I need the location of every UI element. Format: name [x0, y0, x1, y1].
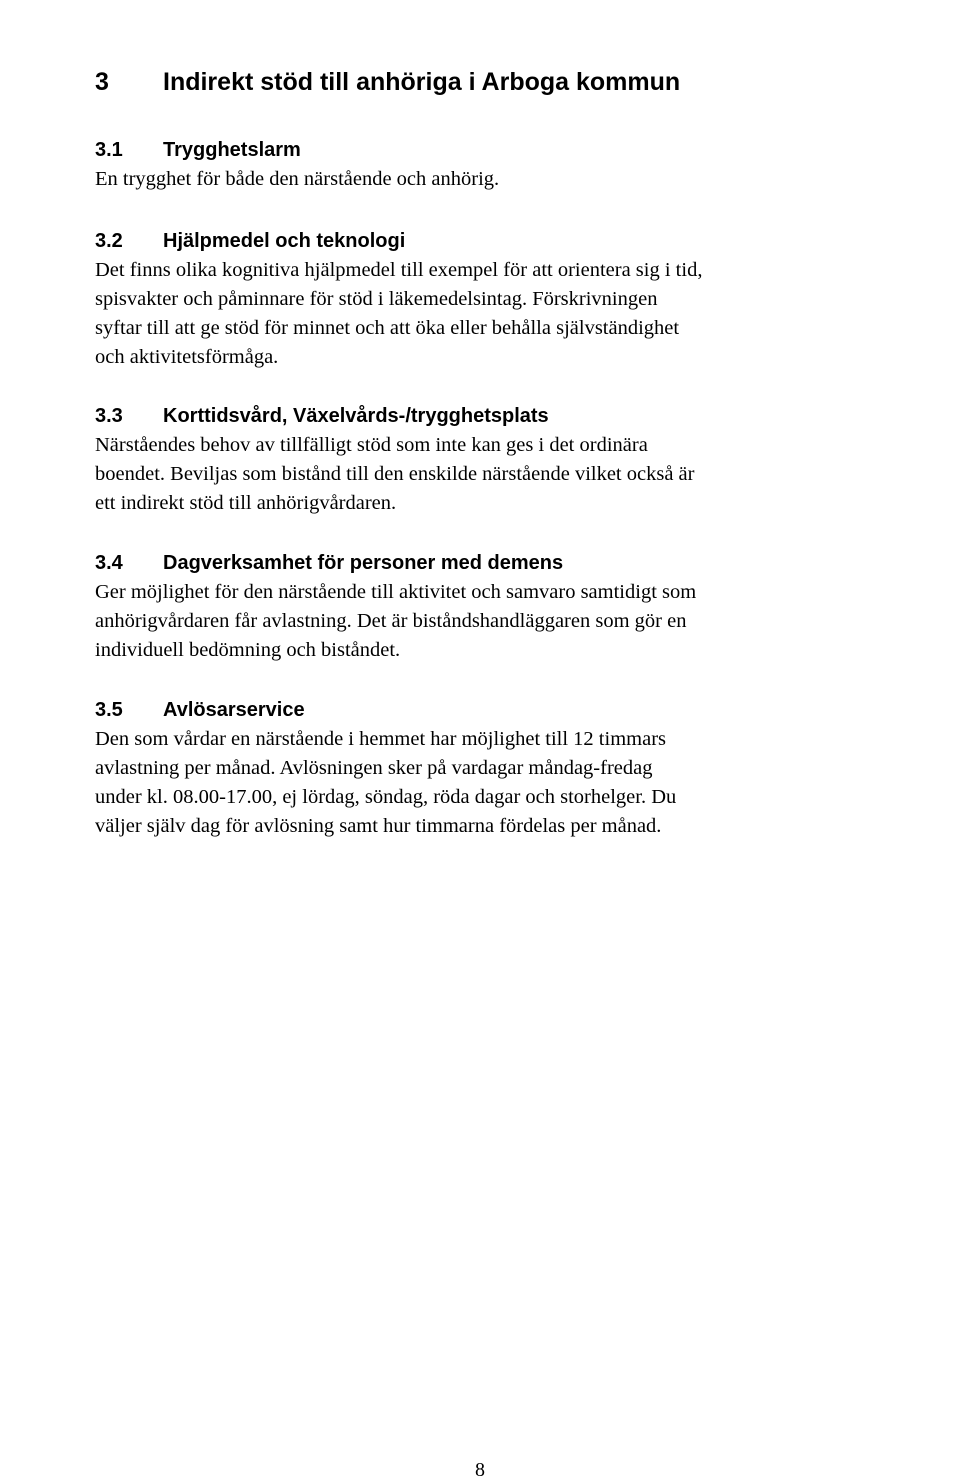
section-number: 3.1 — [95, 139, 123, 161]
chapter-heading — [95, 65, 680, 99]
chapter-number: 3 — [95, 68, 109, 96]
section-title: Avlösarservice — [163, 699, 305, 721]
section-title: Korttidsvård, Växelvårds-/trygghetsplats — [163, 405, 549, 427]
body-text-line: Det finns olika kognitiva hjälpmedel till exempel för att orientera sig i tid, — [95, 259, 703, 281]
body-text-line: boendet. Beviljas som bistånd till den enskilde närstående vilket också är — [95, 463, 695, 485]
section-heading — [95, 549, 875, 578]
section-heading — [95, 402, 875, 431]
section-hjalpmedel — [95, 227, 875, 372]
body-text-line: Den som vårdar en närstående i hemmet har möjlighet till 12 timmars — [95, 728, 666, 750]
section-korttidsvard — [95, 402, 875, 518]
section-heading — [95, 136, 875, 165]
body-text-line: under kl. 08.00-17.00, ej lördag, söndag, röda dagar och storhelger. Du — [95, 786, 677, 808]
body-text-line: ett indirekt stöd till anhörigvårdaren. — [95, 492, 397, 514]
chapter-title: Indirekt stöd till anhöriga i Arboga kommun — [163, 68, 681, 96]
section-title: Trygghetslarm — [163, 139, 301, 161]
section-title: Hjälpmedel och teknologi — [163, 230, 406, 252]
section-title: Dagverksamhet för personer med demens — [163, 552, 564, 574]
body-text-line: Ger möjlighet för den närstående till aktivitet och samvaro samtidigt som — [95, 581, 697, 603]
body-text-line: individuell bedömning och biståndet. — [95, 639, 401, 661]
body-text-line: syftar till att ge stöd för minnet och att öka eller behålla självständighet — [95, 317, 680, 339]
section-avlosarservice — [95, 696, 875, 841]
body-text-line: och aktivitetsförmåga. — [95, 346, 279, 368]
section-heading — [95, 227, 875, 256]
section-number: 3.2 — [95, 230, 123, 252]
section-dagverksamhet — [95, 549, 875, 665]
section-number: 3.3 — [95, 405, 123, 427]
body-text-line: spisvakter och påminnare för stöd i läkemedelsintag. Förskrivningen — [95, 288, 658, 310]
section-heading — [95, 696, 875, 725]
body-text-line: avlastning per månad. Avlösningen sker på vardagar måndag-fredag — [95, 757, 653, 779]
body-text-line: Närståendes behov av tillfälligt stöd som inte kan ges i det ordinära — [95, 434, 648, 456]
body-text-line: väljer själv dag för avlösning samt hur timmarna fördelas per månad. — [95, 815, 662, 837]
section-trygghetslarm — [95, 136, 875, 194]
page-number: 8 — [475, 1459, 485, 1481]
body-text-line: anhörigvårdaren får avlastning. Det är biståndshandläggaren som gör en — [95, 610, 687, 632]
section-number: 3.4 — [95, 552, 123, 574]
section-number: 3.5 — [95, 699, 123, 721]
body-text-line: En trygghet för både den närstående och anhörig. — [95, 168, 500, 190]
